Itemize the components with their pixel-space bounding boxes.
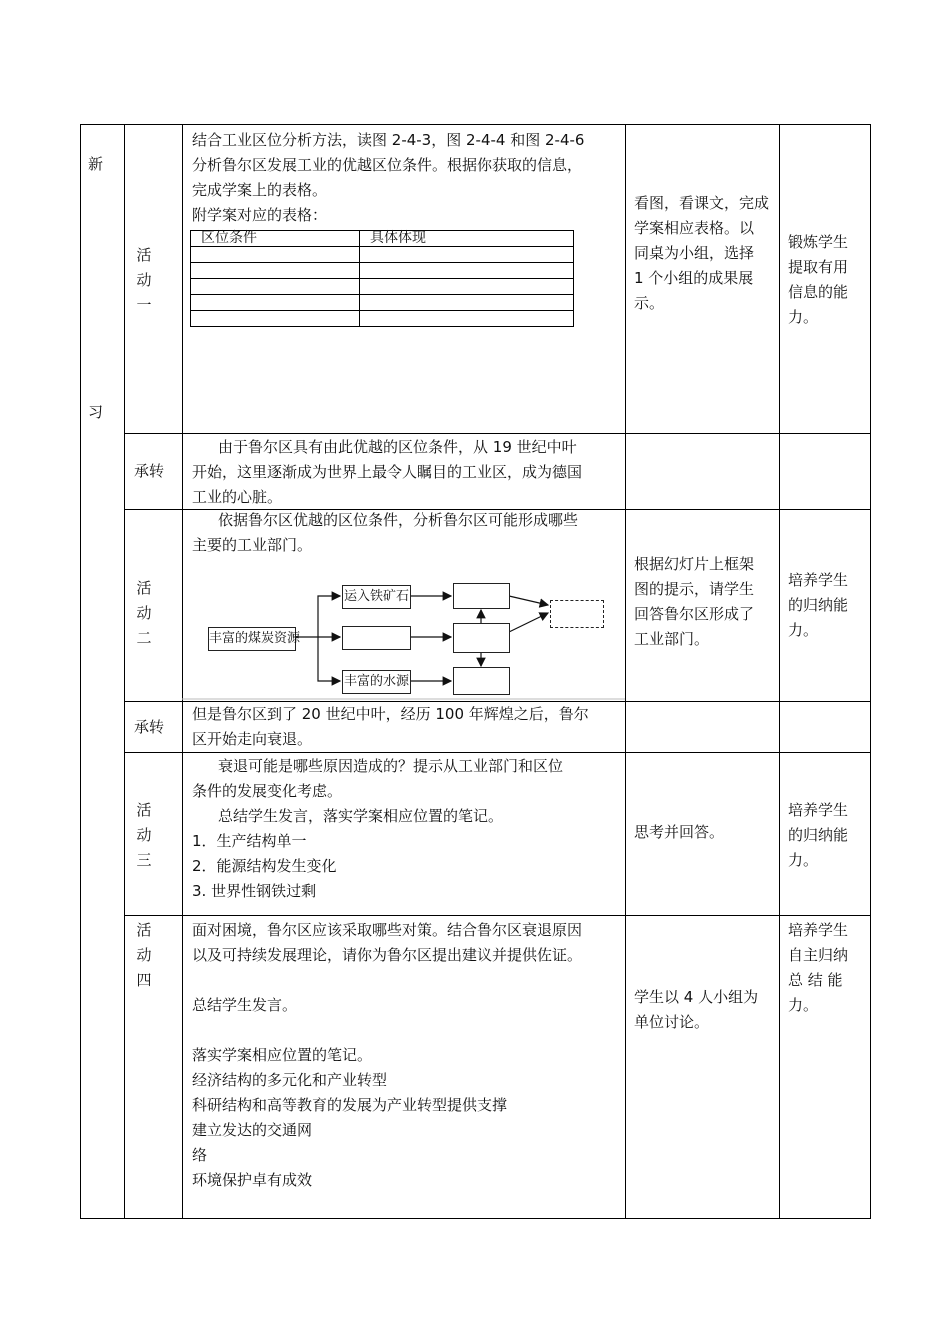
transition1-label: 承转: [134, 462, 165, 480]
student-line: 回答鲁尔区形成了: [634, 605, 755, 623]
content-line: 衰退可能是哪些原因造成的？提示从工业部门和区位: [218, 757, 564, 775]
content-line: 附学案对应的表格：: [192, 206, 328, 224]
label-char: 一: [136, 296, 152, 314]
diagram-box-result: [550, 600, 604, 628]
diagram-box-industry-1: [453, 583, 510, 609]
student-line: 同桌为小组，选择: [634, 244, 755, 262]
content-line: 分析鲁尔区发展工业的优越区位条件。根据你获取的信息，: [192, 156, 583, 174]
label-char: 动: [136, 946, 152, 964]
content-line: 依据鲁尔区优越的区位条件，分析鲁尔区可能形成哪些: [218, 511, 579, 529]
worksheet-header-condition: 区位条件: [191, 231, 360, 247]
student-line: 1 个小组的成果展: [634, 269, 754, 287]
content-line: 由于鲁尔区具有由此优越的区位条件，从 19 世纪中叶: [218, 438, 577, 456]
student-line: 工业部门。: [634, 630, 710, 648]
content-line: 但是鲁尔区到了 20 世纪中叶，经历 100 年辉煌之后，鲁尔: [192, 705, 589, 723]
intent-line: 锻炼学生: [788, 233, 849, 251]
student-line: 学生以 4 人小组为: [634, 988, 759, 1006]
section-label-bottom: 习: [88, 403, 104, 421]
content-line: 总结学生发言。: [192, 996, 298, 1014]
content-line: 区开始走向衰退。: [192, 730, 313, 748]
intent-line: 力。: [788, 308, 819, 326]
label-char: 活: [136, 921, 152, 939]
worksheet-header-evidence: 具体体现: [360, 231, 574, 247]
content-line: 经济结构的多元化和产业转型: [192, 1071, 388, 1089]
content-line: 工业的心脏。: [192, 488, 283, 506]
activity4-student: [634, 985, 776, 1035]
content-line: 络: [192, 1146, 208, 1164]
student-line: 单位讨论。: [634, 1013, 710, 1031]
activity3-intent: [788, 798, 868, 873]
content-line: 条件的发展变化考虑。: [192, 782, 343, 800]
content-line: 总结学生发言，落实学案相应位置的笔记。: [218, 807, 504, 825]
activity4-content: [192, 918, 622, 1193]
student-line: 学案相应表格。以: [634, 219, 755, 237]
intent-line: 的归纳能: [788, 826, 849, 844]
intent-line: 培养学生: [788, 801, 849, 819]
intent-line: 力。: [788, 996, 819, 1014]
activity3-student: [634, 820, 776, 845]
activity3-content: [192, 754, 622, 904]
activity4-intent: [788, 918, 868, 1018]
intent-line: 的归纳能: [788, 596, 849, 614]
content-line: 开始，这里逐渐成为世界上最令人瞩目的工业区，成为德国: [192, 463, 583, 481]
intent-line: 培养学生: [788, 571, 849, 589]
content-line: 落实学案相应位置的笔记。: [192, 1046, 373, 1064]
diagram-box-blank: [342, 626, 411, 650]
activity3-label: [134, 798, 154, 873]
diagram-box-iron-ore: 运入铁矿石: [342, 585, 411, 609]
intent-line: 培养学生: [788, 921, 849, 939]
label-char: 二: [136, 629, 152, 647]
content-line: 2．能源结构发生变化: [192, 857, 337, 875]
content-line: 主要的工业部门。: [192, 536, 313, 554]
diagram-box-coal: 丰富的煤炭资源: [208, 627, 296, 651]
transition2-label: 承转: [134, 718, 165, 736]
content-line: [192, 1018, 622, 1043]
intent-line: 信息的能: [788, 283, 849, 301]
activity2-intent: [788, 568, 868, 643]
label-char: 动: [136, 604, 152, 622]
diagram-box-industry-2: [453, 623, 510, 653]
intent-line: 力。: [788, 851, 819, 869]
content-line: 环境保护卓有成效: [192, 1171, 313, 1189]
content-line: 以及可持续发展理论，请你为鲁尔区提出建议并提供佐证。: [192, 946, 583, 964]
activity2-student: [634, 552, 776, 652]
label-char: 动: [136, 826, 152, 844]
activity4-label: [134, 918, 154, 993]
diagram-box-industry-3: [453, 667, 510, 695]
label-char: 四: [136, 971, 152, 989]
student-line: 看图，看课文，完成: [634, 194, 770, 212]
content-line: 完成学案上的表格。: [192, 181, 328, 199]
label-char: 活: [136, 579, 152, 597]
intent-line: 总 结 能: [788, 971, 843, 989]
section-label-top: 新: [88, 155, 104, 173]
content-line: 科研结构和高等教育的发展为产业转型提供支撑: [192, 1096, 508, 1114]
transition2-content: [192, 702, 622, 752]
diagram-box-water: 丰富的水源: [342, 670, 411, 694]
content-line: 结合工业区位分析方法，读图 2-4-3，图 2-4-4 和图 2-4-6: [192, 131, 585, 149]
student-line: 图的提示，请学生: [634, 580, 755, 598]
content-line: 面对困境，鲁尔区应该采取哪些对策。结合鲁尔区衰退原因: [192, 921, 583, 939]
student-line: 根据幻灯片上框架: [634, 555, 755, 573]
intent-line: 自主归纳: [788, 946, 849, 964]
content-line: 3. 世界性钢铁过剩: [192, 882, 317, 900]
content-line: 1．生产结构单一: [192, 832, 307, 850]
label-char: 动: [136, 271, 152, 289]
intent-line: 提取有用: [788, 258, 849, 276]
student-line: 示。: [634, 294, 665, 312]
content-line: 建立发达的交通网: [192, 1121, 313, 1139]
label-char: 三: [136, 851, 152, 869]
intent-line: 力。: [788, 621, 819, 639]
student-line: 思考并回答。: [634, 823, 725, 841]
label-char: 活: [136, 246, 152, 264]
content-line: [192, 968, 622, 993]
label-char: 活: [136, 801, 152, 819]
